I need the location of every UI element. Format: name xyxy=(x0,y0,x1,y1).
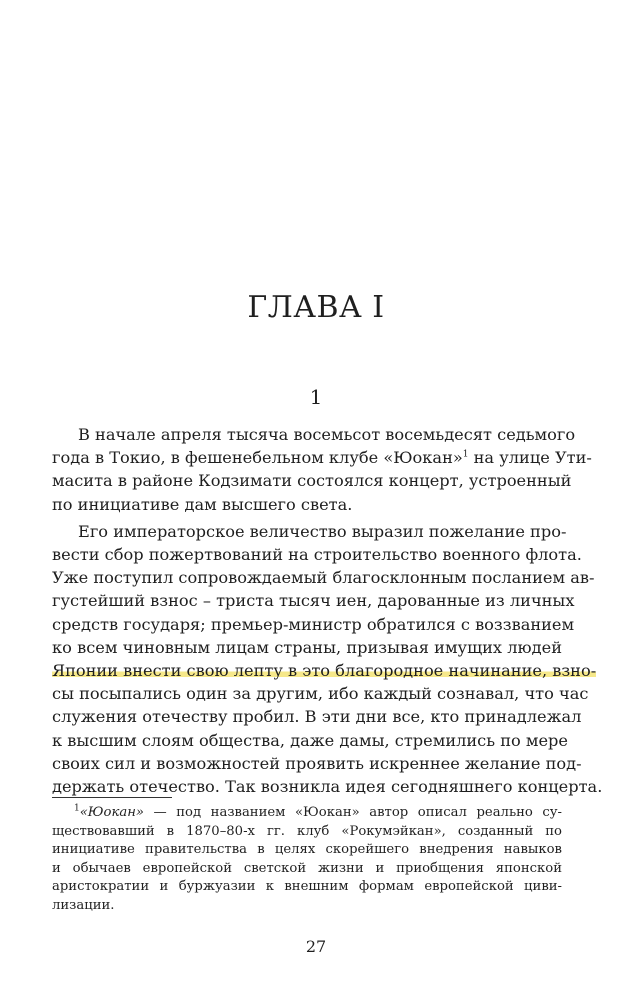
section-number: 1 xyxy=(309,385,323,409)
footnote xyxy=(52,804,562,916)
main-text xyxy=(52,423,603,802)
text-line: сы посыпались один за другим, ибо каждый сознавал, что час xyxy=(52,684,589,704)
text-line: Уже поступил сопровождаемый благосклонным посланием ав- xyxy=(52,568,595,588)
footnote-line: $^1$«Юокан» — под названием «Юокан» автор описал реально су- xyxy=(74,803,562,820)
footnote-reference[interactable]: 1 xyxy=(462,449,469,460)
text-line: года в Токио, в фешенебельном клубе «Юокан»$^1$ на улице Ути- xyxy=(52,448,592,468)
text-line: к высшим слоям общества, даже дамы, стремились по мере xyxy=(52,730,568,750)
text-line: по инициативе дам высшего света. xyxy=(52,494,353,514)
footnote-line: аристократии и буржуазии к внешним формам европейской циви- xyxy=(52,879,562,895)
text-line: густейший взнос – триста тысяч иен, дарованные из личных xyxy=(52,591,575,611)
text-line: ко всем чиновным лицам страны, призывая имущих людей xyxy=(52,637,562,657)
text-line: В начале апреля тысяча восемьсот восемьдесят седьмого xyxy=(78,425,576,444)
footnote-term: «Юокан» xyxy=(79,805,144,820)
text-line-highlighted xyxy=(52,659,597,682)
paragraph-2 xyxy=(52,520,603,798)
footnote-divider xyxy=(52,797,172,798)
footnote-line: и обычаев европейской светской жизни и приобщения японской xyxy=(52,860,562,876)
footnote-line: инициативе правительства в целях скорейшего внедрения навыков xyxy=(52,842,562,858)
text-line: служения отечеству пробил. В эти дни все, кто принадлежал xyxy=(52,707,582,727)
footnote-line: лизации. xyxy=(52,897,115,913)
footnote-marker: 1 xyxy=(74,803,80,814)
highlight-mark: Японии внести свою лепту в это благородное начинание, взно- xyxy=(52,661,597,681)
text-line: средств государя; премьер-министр обратился с воззванием xyxy=(52,614,575,634)
footnote-line: ществовавший в 1870–80-х гг. клуб «Рокумэйкан», созданный по xyxy=(52,823,562,839)
text-line: вести сбор пожертвований на строительство военного флота. xyxy=(52,545,582,565)
chapter-title: ГЛАВА I xyxy=(247,290,385,325)
text-line: Его императорское величество выразил пожелание про- xyxy=(78,521,567,541)
text-line: масита в районе Кодзимати состоялся концерт, устроенный xyxy=(52,471,572,491)
text-line: своих сил и возможностей проявить искреннее желание под- xyxy=(52,753,582,773)
page-number: 27 xyxy=(305,937,327,956)
paragraph-1 xyxy=(52,423,592,516)
text-line: держать отечество. Так возникла идея сегодняшнего концерта. xyxy=(52,777,603,797)
